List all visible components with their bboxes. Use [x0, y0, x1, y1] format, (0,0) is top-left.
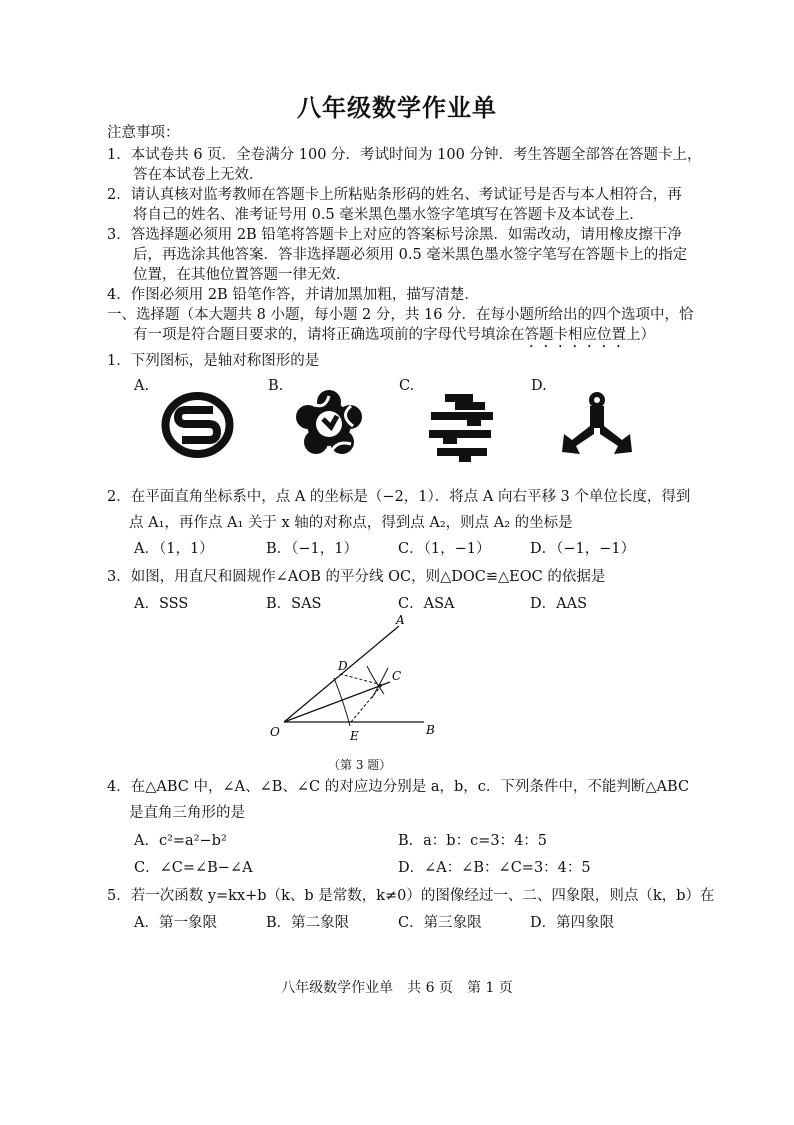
label-e: E — [350, 729, 359, 743]
notice-item-2-line-2: 将自己的姓名、准考证号用 0.5 毫米黑色墨水签字笔填写在答题卡及本试卷上． — [133, 207, 644, 223]
notice-heading: 注意事项： — [107, 125, 180, 141]
q1-option-d-label: D. — [531, 378, 547, 394]
q4-option-a: A．c²=a²−b² — [134, 833, 227, 849]
q5-option-a: A．第一象限 — [134, 915, 217, 931]
label-d: D — [338, 659, 348, 673]
notice-item-3-line-1: 3．答选择题必须用 2B 铅笔将答题卡上对应的答案标号涂黑．如需改动，请用橡皮擦干净 — [107, 227, 682, 243]
q5-option-d: D．第四象限 — [530, 915, 615, 931]
q5-option-c: C．第三象限 — [398, 915, 482, 931]
segment-dc — [340, 674, 382, 685]
q2-stem-line-2: 点 A₁，再作点 A₁ 关于 x 轴的对称点，得到点 A₂，则点 A₂ 的坐标是 — [129, 515, 573, 531]
q1-option-b-label: B. — [268, 378, 284, 394]
label-o: O — [270, 725, 280, 739]
instruction-prefix: 有一项是符合题目要求的，请将正确选项前的字母代号填涂在 — [133, 327, 525, 343]
notice-item-1-line-1: 1．本试卷共 6 页．全卷满分 100 分．考试时间为 100 分钟．考生答题全部答在答题卡上， — [107, 147, 702, 163]
label-a: A — [396, 613, 405, 627]
notice-item-4-line-1: 4．作图必须用 2B 铅笔作答，并请加黑加粗，描写清楚． — [107, 287, 479, 303]
q4-option-b: B．a：b：c=3：4：5 — [398, 833, 548, 849]
q3-option-d: D．AAS — [530, 596, 588, 612]
notice-item-3-line-2: 后，再选涂其他答案．答非选择题必须用 0.5 毫米黑色墨水签字笔写在答题卡上的指定 — [133, 247, 688, 263]
q4-stem-line-2: 是直角三角形的是 — [129, 805, 245, 821]
q2-option-d: D．（−1，−1） — [530, 541, 636, 557]
q2-stem-line-1: 2．在平面直角坐标系中，点 A 的坐标是（−2，1）．将点 A 向右平移 3 个单位长度，得到 — [107, 489, 691, 505]
q1-stem: 1．下列图标，是轴对称图形的是 — [107, 353, 320, 369]
q4-option-d: D．∠A：∠B：∠C=3：4：5 — [398, 860, 591, 876]
flower-logo-icon — [293, 388, 365, 460]
notice-item-1-line-2: 答在本试卷上无效． — [133, 167, 264, 183]
notice-item-2-line-1: 2．请认真核对监考教师在答题卡上所粘贴条形码的姓名、考试证号是否与本人相符合，再 — [107, 187, 682, 203]
q4-option-c: C．∠C=∠B−∠A — [134, 860, 253, 876]
q2-option-c: C．（1，−1） — [398, 541, 491, 557]
q3-option-a: A．SSS — [134, 596, 189, 612]
section-1-heading: 一、选择题（本大题共 8 小题，每小题 2 分，共 16 分．在每小题所给出的四个选项中，恰 — [107, 307, 694, 323]
page-title: 八年级数学作业单 — [297, 94, 497, 122]
ray-oc — [284, 682, 390, 722]
q1-option-a-label: A. — [134, 378, 150, 394]
q4-stem-line-1: 4．在△ABC 中，∠A、∠B、∠C 的对应边分别是 a，b，c．下列条件中，不能判断△ABC — [107, 779, 690, 795]
s-logo-icon — [160, 390, 235, 460]
label-c: C — [392, 669, 402, 683]
q3-figure — [262, 608, 462, 748]
trident-logo-icon — [560, 390, 634, 462]
section-1-instruction — [133, 324, 655, 351]
stairs-logo-icon — [427, 390, 497, 462]
q5-stem: 5．若一次函数 y=kx+b（k、b 是常数，k≠0）的图像经过一、二、四象限，则点（k，b）在 — [107, 888, 715, 904]
notice-item-3-line-3: 位置，在其他位置答题一律无效． — [133, 267, 351, 283]
q2-option-a: A．（1，1） — [134, 541, 214, 557]
q3-option-c: C．ASA — [398, 596, 455, 612]
q1-option-c-label: C. — [399, 378, 415, 394]
page-footer: 八年级数学作业单 共 6 页 第 1 页 — [281, 980, 513, 996]
q2-option-b: B．（−1，1） — [266, 541, 359, 557]
q3-option-b: B．SAS — [266, 596, 322, 612]
q3-figure-caption: （第 3 题） — [328, 758, 392, 772]
instruction-emphasis: 答题卡相应位置 — [524, 327, 626, 343]
q5-option-b: B．第二象限 — [266, 915, 350, 931]
q3-stem: 3．如图，用直尺和圆规作∠AOB 的平分线 OC，则△DOC≌△EOC 的依据是 — [107, 569, 606, 585]
instruction-suffix: 上） — [626, 327, 655, 343]
label-b: B — [426, 723, 435, 737]
